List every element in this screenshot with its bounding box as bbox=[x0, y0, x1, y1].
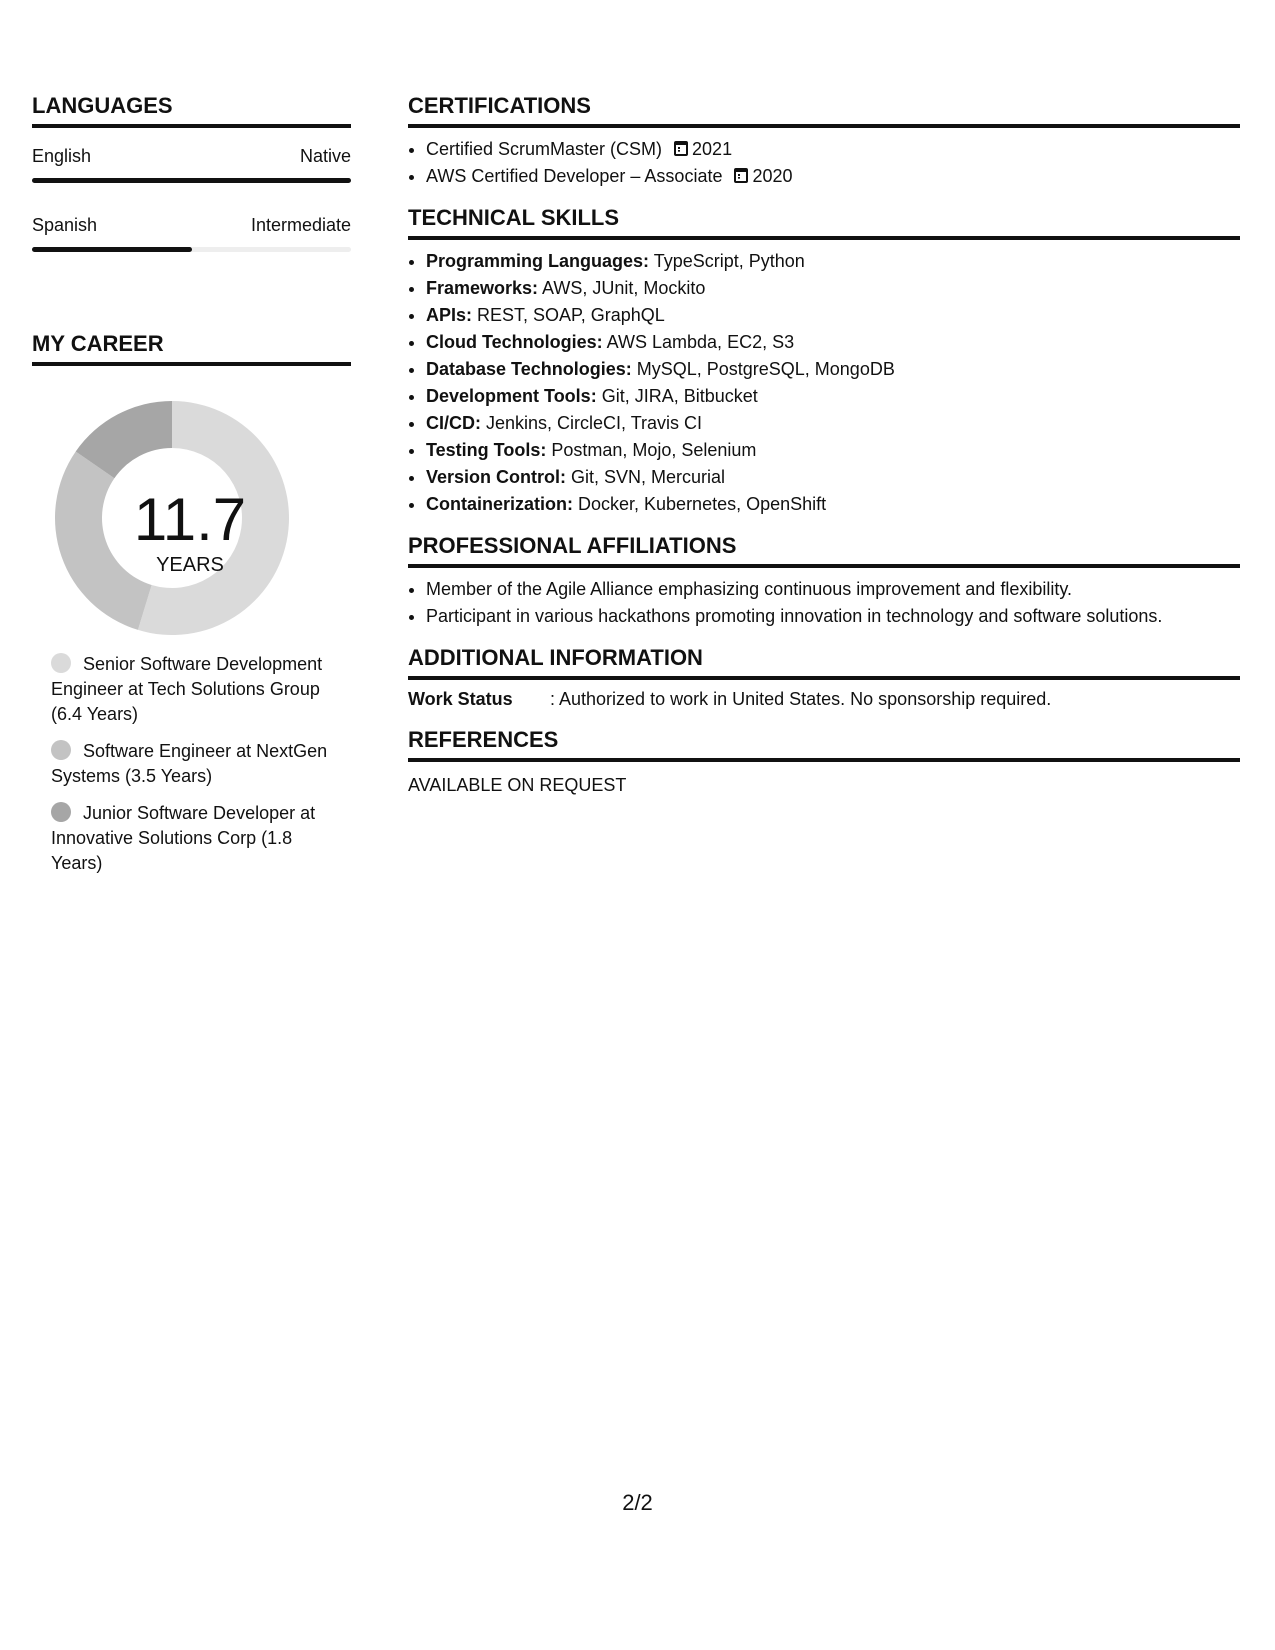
language-proficiency-bar bbox=[32, 178, 351, 183]
work-status-value: : Authorized to work in United States. No sponsorship required. bbox=[550, 689, 1052, 709]
career-donut-chart bbox=[32, 386, 351, 646]
language-proficiency-bar bbox=[32, 247, 351, 252]
language-proficiency-fill bbox=[32, 247, 192, 252]
skill-item bbox=[426, 464, 1240, 491]
skill-item bbox=[426, 275, 1240, 302]
skill-value: Git, SVN, Mercurial bbox=[566, 467, 726, 487]
page-number: 2/2 bbox=[622, 1490, 653, 1515]
skill-label: Development Tools: bbox=[426, 386, 597, 406]
skill-value: TypeScript, Python bbox=[649, 251, 805, 271]
career-legend bbox=[32, 652, 341, 876]
skill-label: APIs: bbox=[426, 305, 473, 325]
career-total-years: 11.7 bbox=[133, 486, 247, 553]
skills-list bbox=[408, 248, 1240, 518]
skill-label: Containerization: bbox=[426, 494, 573, 514]
legend-label: Senior Software Development Engineer at Tech Solutions Group (6.4 Years) bbox=[51, 654, 323, 724]
languages-heading: LANGUAGES bbox=[32, 92, 351, 128]
language-item bbox=[32, 144, 351, 183]
skill-label: Programming Languages: bbox=[426, 251, 650, 271]
skill-value: AWS, JUnit, Mockito bbox=[538, 278, 706, 298]
certifications-heading: CERTIFICATIONS bbox=[408, 92, 1240, 128]
language-item bbox=[32, 213, 351, 252]
affiliation-item: • Participant in various hackathons promoting innovation in technology and software solutions. bbox=[426, 603, 1240, 630]
skill-item bbox=[426, 410, 1240, 437]
skill-value: Git, JIRA, Bitbucket bbox=[596, 386, 758, 406]
references-section bbox=[408, 726, 1240, 798]
skill-label: Frameworks: bbox=[426, 278, 539, 298]
certification-year: 2020 bbox=[752, 166, 793, 186]
legend-dot bbox=[51, 802, 71, 822]
skill-item bbox=[426, 356, 1240, 383]
skill-label: Version Control: bbox=[426, 467, 567, 487]
skills-section bbox=[408, 204, 1240, 518]
language-level: Intermediate bbox=[250, 215, 351, 235]
additional-info-heading: ADDITIONAL INFORMATION bbox=[408, 644, 1240, 680]
certification-name: AWS Certified Developer – Associate bbox=[426, 166, 723, 186]
legend-label: Junior Software Developer at Innovative Solutions Corp (1.8 Years) bbox=[51, 803, 316, 873]
affiliations-heading: PROFESSIONAL AFFILIATIONS bbox=[408, 532, 1240, 568]
work-status-label: Work Status bbox=[408, 689, 513, 709]
skill-value: Postman, Mojo, Selenium bbox=[546, 440, 757, 460]
skill-item bbox=[426, 491, 1240, 518]
certification-year: 2021 bbox=[692, 139, 733, 159]
legend-dot bbox=[51, 653, 71, 673]
affiliations-list bbox=[408, 576, 1240, 630]
certification-name: Certified ScrumMaster (CSM) bbox=[426, 139, 663, 159]
certifications-section bbox=[408, 92, 1240, 190]
language-proficiency-fill bbox=[32, 178, 351, 183]
skill-value: Docker, Kubernetes, OpenShift bbox=[573, 494, 827, 514]
affiliation-item: • Member of the Agile Alliance emphasizing continuous improvement and flexibility. bbox=[426, 576, 1240, 603]
additional-info-section bbox=[408, 644, 1240, 712]
skill-value: Jenkins, CircleCI, Travis CI bbox=[481, 413, 703, 433]
legend-dot bbox=[51, 740, 71, 760]
career-heading: MY CAREER bbox=[32, 330, 351, 366]
skill-value: REST, SOAP, GraphQL bbox=[472, 305, 665, 325]
certification-item bbox=[426, 163, 1240, 190]
calendar-icon bbox=[734, 168, 748, 183]
left-column bbox=[32, 92, 351, 888]
skill-item bbox=[426, 329, 1240, 356]
career-legend-item bbox=[51, 652, 341, 727]
language-level: Native bbox=[299, 146, 351, 166]
work-status-row bbox=[408, 686, 1240, 712]
certifications-list bbox=[408, 136, 1240, 190]
skill-label: Testing Tools: bbox=[426, 440, 547, 460]
skill-label: CI/CD: bbox=[426, 413, 481, 433]
skill-label: Cloud Technologies: bbox=[426, 332, 603, 352]
skill-value: MySQL, PostgreSQL, MongoDB bbox=[631, 359, 895, 379]
references-text: AVAILABLE ON REQUEST bbox=[408, 775, 627, 795]
skill-item bbox=[426, 437, 1240, 464]
skill-label: Database Technologies: bbox=[426, 359, 632, 379]
references-heading: REFERENCES bbox=[408, 726, 1240, 762]
career-legend-item bbox=[51, 801, 341, 876]
skill-item bbox=[426, 248, 1240, 275]
skill-item bbox=[426, 383, 1240, 410]
legend-label: Software Engineer at NextGen Systems (3.5 Years) bbox=[51, 741, 328, 786]
certification-item bbox=[426, 136, 1240, 163]
right-column bbox=[408, 92, 1240, 798]
skill-value: AWS Lambda, EC2, S3 bbox=[602, 332, 795, 352]
language-name: Spanish bbox=[32, 215, 98, 235]
career-total-unit: YEARS bbox=[156, 554, 224, 576]
skill-item bbox=[426, 302, 1240, 329]
skills-heading: TECHNICAL SKILLS bbox=[408, 204, 1240, 240]
language-name: English bbox=[32, 146, 92, 166]
career-legend-item bbox=[51, 739, 341, 789]
calendar-icon bbox=[674, 141, 688, 156]
affiliations-section bbox=[408, 532, 1240, 630]
